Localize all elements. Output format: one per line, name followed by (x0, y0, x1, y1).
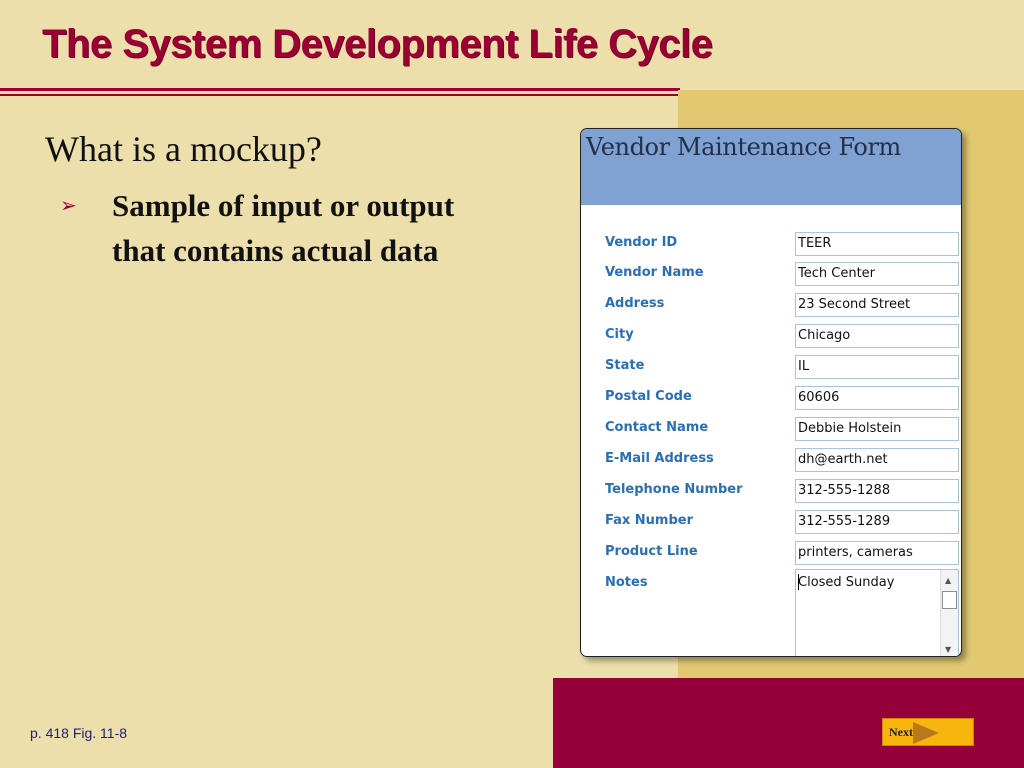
email-address-input[interactable] (795, 448, 959, 472)
arrow-bullet-icon: ➢ (60, 193, 77, 217)
fax-number-input[interactable] (795, 510, 959, 534)
field-value: Chicago (798, 328, 851, 343)
field-label-address: Address (605, 296, 665, 311)
field-label-state: State (605, 358, 645, 373)
vendor-maintenance-form (580, 128, 962, 657)
field-label-city: City (605, 327, 634, 342)
field-label-vendor-id: Vendor ID (605, 235, 678, 250)
contact-name-input[interactable] (795, 417, 959, 441)
postal-code-input[interactable] (795, 386, 959, 410)
field-label-email-address: E-Mail Address (605, 451, 714, 466)
field-value: 23 Second Street (798, 297, 911, 312)
field-value: dh@earth.net (798, 452, 888, 467)
play-arrow-icon (913, 722, 939, 744)
field-value: 60606 (798, 390, 840, 405)
field-value: printers, cameras (798, 545, 913, 560)
field-label-fax-number: Fax Number (605, 513, 694, 528)
scroll-up-icon[interactable]: ▲ (945, 576, 952, 585)
field-value: 312-555-1288 (798, 483, 891, 498)
field-label-product-line: Product Line (605, 544, 698, 559)
field-value: IL (798, 359, 810, 374)
slide-title: The System Development Life Cycle (42, 22, 713, 66)
title-underline-bottom (0, 94, 680, 96)
field-value: Tech Center (798, 266, 876, 281)
notes-scrollbar[interactable] (940, 570, 958, 657)
address-input[interactable] (795, 293, 959, 317)
state-input[interactable] (795, 355, 959, 379)
field-value: TEER (798, 236, 832, 251)
next-button-label: Next (889, 725, 913, 739)
next-button[interactable] (882, 718, 974, 746)
vendor-id-input[interactable] (795, 232, 959, 256)
scroll-thumb[interactable] (942, 591, 957, 609)
field-label-postal-code: Postal Code (605, 389, 692, 404)
figure-caption: p. 418 Fig. 11-8 (30, 725, 128, 741)
field-label-vendor-name: Vendor Name (605, 265, 704, 280)
product-line-input[interactable] (795, 541, 959, 565)
bullet-text: Sample of input or output that contains actual data (112, 188, 455, 268)
form-title: Vendor Maintenance Form (586, 133, 901, 161)
slide-heading: What is a mockup? (45, 129, 322, 169)
field-label-notes: Notes (605, 575, 648, 590)
scroll-down-icon[interactable]: ▼ (945, 645, 952, 654)
field-label-contact-name: Contact Name (605, 420, 709, 435)
form-header (581, 129, 961, 205)
telephone-number-input[interactable] (795, 479, 959, 503)
city-input[interactable] (795, 324, 959, 348)
title-underline-top (0, 88, 680, 91)
field-label-telephone-number: Telephone Number (605, 482, 743, 497)
field-value: 312-555-1289 (798, 514, 891, 529)
notes-textarea[interactable] (795, 569, 959, 657)
vendor-name-input[interactable] (795, 262, 959, 286)
field-value: Debbie Holstein (798, 421, 902, 436)
notes-value: Closed Sunday (798, 575, 895, 590)
